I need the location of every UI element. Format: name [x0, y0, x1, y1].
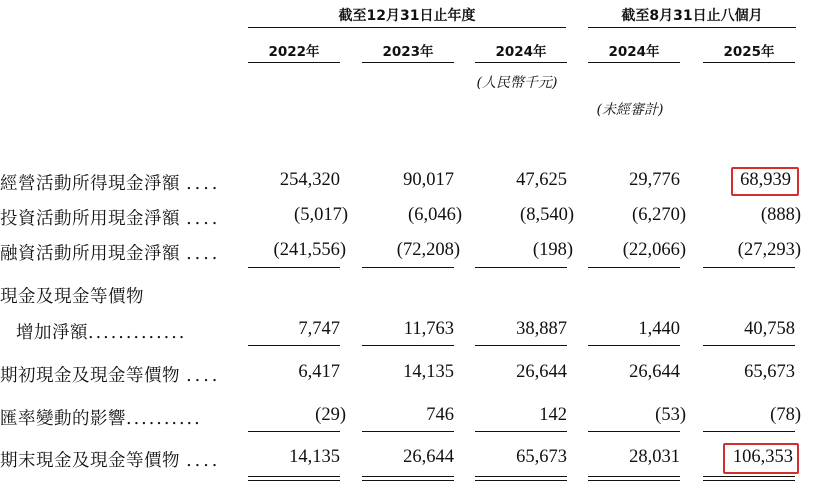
row-label-operating — [0, 170, 220, 195]
cell-increase-2023: 11,763 — [403, 319, 454, 339]
cell-financing-2022: (241,556) — [273, 240, 346, 260]
subtotal-rule-2023 — [362, 267, 454, 268]
row-label-text: 融資活動所用現金淨額 — [0, 244, 180, 264]
fx-rule-2024-8m — [588, 431, 680, 432]
fx-rule-2024 — [475, 431, 567, 432]
subtotal-rule-2024-8m — [588, 267, 680, 268]
subtotal-rule-2024 — [475, 267, 567, 268]
cell-increase-2024: 38,887 — [516, 319, 567, 339]
row-label-text: 現金及現金等價物 — [0, 287, 144, 307]
increase-rule-2024 — [475, 345, 567, 346]
cell-opening-2022: 6,417 — [298, 362, 340, 382]
fx-rule-2022 — [248, 431, 340, 432]
total-rule-bottom-2024-8m — [588, 480, 680, 481]
highlight-box-closing-2025 — [723, 443, 799, 474]
row-label-net-increase — [16, 319, 186, 344]
cell-operating-2025-8m: 68,939 — [740, 170, 791, 190]
cell-closing-2024: 65,673 — [516, 447, 567, 467]
highlight-box-operating-2025 — [731, 167, 799, 196]
cell-increase-2025-8m: 40,758 — [744, 319, 795, 339]
header-month-group: 截至8月31日止八個月 — [621, 8, 763, 24]
total-rule-bottom-2022 — [248, 480, 340, 481]
subtotal-rule-2022 — [248, 267, 340, 268]
fx-rule-2023 — [362, 431, 454, 432]
cell-financing-2023: (72,208) — [396, 240, 460, 260]
total-rule-top-2024-8m — [588, 476, 680, 477]
total-rule-top-2024 — [475, 476, 567, 477]
row-label-text: 增加淨額 — [16, 323, 88, 343]
cell-fx-2024: 142 — [539, 405, 567, 425]
year-header-2024: 2024年 — [495, 44, 547, 60]
cell-fx-2023: 746 — [426, 405, 454, 425]
increase-rule-2024-8m — [588, 345, 680, 346]
row-leader-dots: .... — [186, 209, 221, 229]
cell-investing-2025-8m: (888) — [760, 205, 801, 225]
increase-rule-2022 — [248, 345, 340, 346]
row-leader-dots: .... — [186, 174, 221, 194]
year-header-2023: 2023年 — [382, 44, 434, 60]
cell-investing-2023: (6,046) — [408, 205, 462, 225]
cell-financing-2025-8m: (27,293) — [737, 240, 801, 260]
cell-financing-2024-8m: (22,066) — [622, 240, 686, 260]
year-rule-2022 — [248, 62, 340, 63]
total-rule-bottom-2024 — [475, 480, 567, 481]
total-rule-bottom-2023 — [362, 480, 454, 481]
total-rule-top-2023 — [362, 476, 454, 477]
cell-fx-2025-8m: (78) — [770, 405, 801, 425]
fx-rule-2025-8m — [703, 431, 795, 432]
row-label-text: 期初現金及現金等價物 — [0, 366, 180, 386]
cell-closing-2025-8m: 106,353 — [732, 447, 793, 467]
total-rule-top-2025-8m — [703, 476, 795, 477]
subtotal-rule-2025-8m — [703, 267, 795, 268]
row-label-text: 投資活動所用現金淨額 — [0, 209, 180, 229]
header-year-group: 截至12月31日止年度 — [338, 8, 476, 24]
cell-closing-2023: 26,644 — [403, 447, 454, 467]
total-rule-top-2022 — [248, 476, 340, 477]
row-label-text: 經營活動所得現金淨額 — [0, 174, 180, 194]
year-header-2025-8m: 2025年 — [723, 44, 775, 60]
cell-opening-2023: 14,135 — [403, 362, 454, 382]
row-label-fx-effect — [0, 405, 202, 430]
cell-opening-2024: 26,644 — [516, 362, 567, 382]
row-label-closing-cash — [0, 447, 220, 472]
row-leader-dots: .... — [186, 244, 221, 264]
total-rule-bottom-2025-8m — [703, 480, 795, 481]
unit-note: (人民幣千元) — [476, 75, 558, 91]
cell-operating-2022: 254,320 — [279, 170, 340, 190]
row-label-opening-cash — [0, 362, 220, 387]
row-leader-dots: .......... — [126, 409, 202, 429]
row-leader-dots: ............. — [88, 323, 187, 343]
increase-rule-2025-8m — [703, 345, 795, 346]
row-leader-dots: .... — [186, 451, 221, 471]
cell-financing-2024: (198) — [532, 240, 573, 260]
cell-fx-2022: (29) — [315, 405, 346, 425]
increase-rule-2023 — [362, 345, 454, 346]
cell-fx-2024-8m: (53) — [655, 405, 686, 425]
cell-increase-2024-8m: 1,440 — [638, 319, 680, 339]
year-rule-2024-8m — [588, 62, 680, 63]
cell-closing-2022: 14,135 — [289, 447, 340, 467]
row-label-cash-heading — [0, 283, 144, 308]
row-label-text: 期末現金及現金等價物 — [0, 451, 180, 471]
row-leader-dots: .... — [186, 366, 221, 386]
row-label-text: 匯率變動的影響 — [0, 409, 126, 429]
year-header-2022: 2022年 — [268, 44, 320, 60]
year-header-2024-8m: 2024年 — [608, 44, 660, 60]
cell-operating-2023: 90,017 — [403, 170, 454, 190]
cell-investing-2024: (8,540) — [520, 205, 574, 225]
cell-closing-2024-8m: 28,031 — [629, 447, 680, 467]
cell-increase-2022: 7,747 — [298, 319, 340, 339]
cell-opening-2024-8m: 26,644 — [629, 362, 680, 382]
cell-opening-2025-8m: 65,673 — [744, 362, 795, 382]
unaudited-note: (未經審計) — [596, 102, 664, 118]
row-label-investing — [0, 205, 220, 230]
cell-operating-2024: 47,625 — [516, 170, 567, 190]
year-rule-2023 — [362, 62, 454, 63]
cell-investing-2024-8m: (6,270) — [632, 205, 686, 225]
cell-investing-2022: (5,017) — [294, 205, 348, 225]
year-rule-2025-8m — [703, 62, 795, 63]
year-rule-2024 — [475, 62, 567, 63]
header-year-group-rule — [248, 27, 566, 28]
row-label-financing — [0, 240, 220, 265]
cell-operating-2024-8m: 29,776 — [629, 170, 680, 190]
header-month-group-rule — [588, 27, 796, 28]
